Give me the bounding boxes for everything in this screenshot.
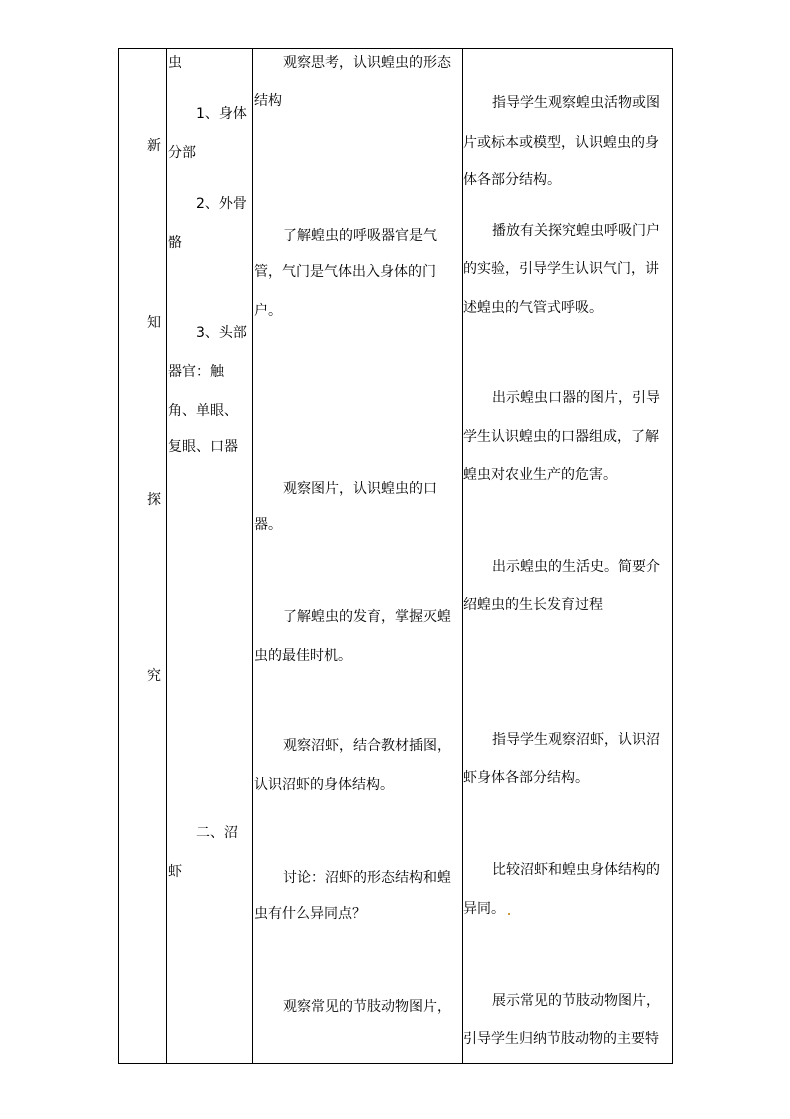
section-label-char: 探 [147,492,161,508]
section-label-char: 究 [147,668,161,684]
teacher-activity-line: 指导学生观察蝗虫活物或图 [492,95,660,111]
outline-line: 二、沼 [196,825,238,841]
teacher-activity-line: 片或标本或模型，认识蝗虫的身 [463,135,659,151]
student-activity-line: 认识沼虾的身体结构。 [254,777,394,793]
column-divider-1 [166,49,167,1063]
section-label-char: 知 [147,315,161,331]
outline-line: 骼 [168,235,182,251]
student-activity-line: 观察沼虾，结合教材插图， [283,738,451,754]
teacher-activity-line: 展示常见的节肢动物图片， [492,993,660,1009]
outline-line: 复眼、口器 [168,439,238,455]
student-activity-line: 虫有什么异同点？ [254,906,366,922]
student-activity-line: 虫的最佳时机。 [254,648,352,664]
teacher-activity-line: 比较沼虾和蝗虫身体结构的 [492,862,660,878]
teacher-activity-line: 出示蝗虫的生活史。简要介 [492,559,660,575]
student-activity-line: 讨论：沼虾的形态结构和蝗 [283,870,451,886]
outline-line: 虾 [168,864,182,880]
column-divider-2 [252,49,253,1063]
stray-mark [508,913,510,915]
student-activity-line: 器。 [254,517,282,533]
student-activity-line: 观察常见的节肢动物图片， [283,999,451,1015]
student-activity-line: 观察图片，认识蝗虫的口 [283,481,437,497]
outline-line: 器官：触 [168,364,224,380]
outline-line: 2、外骨 [196,196,247,212]
outline-line: 3、头部 [196,325,247,341]
teacher-activity-line: 异同。 [463,901,505,917]
teacher-activity-line: 学生认识蝗虫的口器组成，了解 [463,429,659,445]
outline-line: 分部 [168,145,196,161]
teacher-activity-line: 体各部分结构。 [463,172,561,188]
student-activity-line: 了解蝗虫的呼吸器官是气 [283,228,437,244]
outline-line: 1、身体 [196,106,247,122]
student-activity-line: 了解蝗虫的发育，掌握灭蝗 [283,609,451,625]
student-activity-line: 结构 [254,93,282,109]
teacher-activity-line: 述蝗虫的气管式呼吸。 [463,300,603,316]
student-activity-line: 管，气门是气体出入身体的门 [254,264,436,280]
teacher-activity-line: 出示蝗虫口器的图片，引导 [492,390,660,406]
teacher-activity-line: 的实验，引导学生认识气门，讲 [463,261,659,277]
student-activity-line: 观察思考，认识蝗虫的形态 [283,55,451,71]
teacher-activity-line: 引导学生归纳节肢动物的主要特 [463,1031,659,1047]
teacher-activity-line: 蝗虫对农业生产的危害。 [463,467,617,483]
teacher-activity-line: 播放有关探究蝗虫呼吸门户 [492,223,660,239]
section-label-char: 新 [147,138,161,154]
teacher-activity-line: 虾身体各部分结构。 [463,770,589,786]
lesson-table [118,48,673,1064]
outline-line: 角、单眼、 [168,403,238,419]
teacher-activity-line: 指导学生观察沼虾，认识沼 [492,732,660,748]
teacher-activity-line: 绍蝗虫的生长发育过程 [463,597,603,613]
student-activity-line: 户。 [254,303,282,319]
outline-line: 虫 [168,55,182,71]
